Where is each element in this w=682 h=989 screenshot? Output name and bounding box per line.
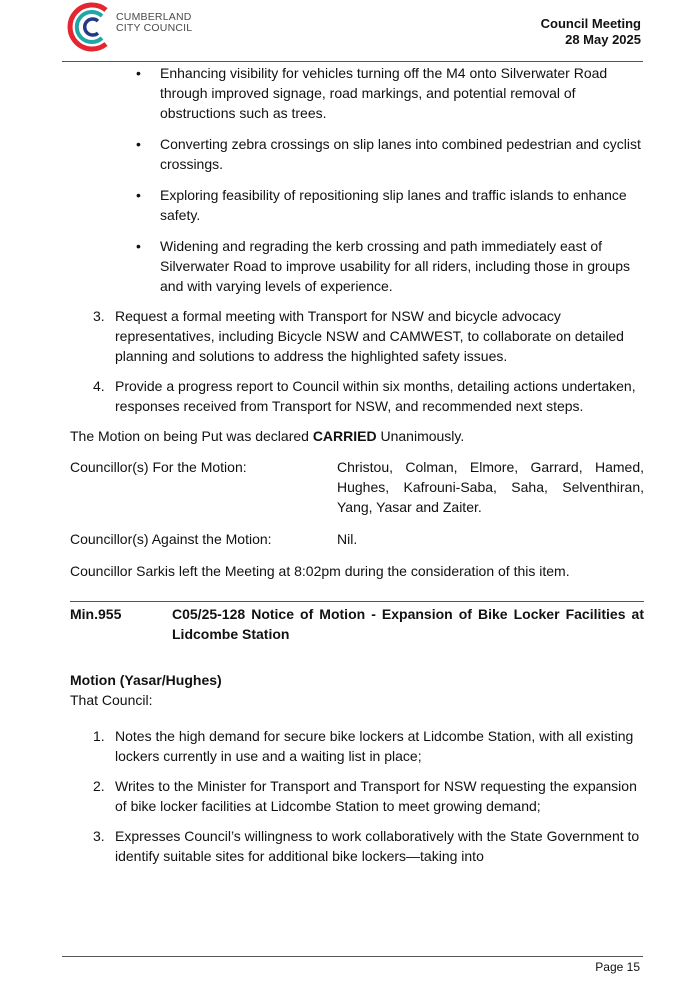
item-text: Provide a progress report to Council within six months, detailing actions undertaken, responses received from Transport for NSW, and recommended next steps. [115,378,636,414]
minute-number: Min.955 [70,606,122,622]
list-item [70,236,644,296]
meeting-title: Council Meeting [540,16,641,31]
cumberland-logo-icon [66,0,114,54]
bullet-text: Widening and regrading the kerb crossing and path immediately east of Silverwater Road to improve usability for all riders, including those in groups and with varying levels of experience. [160,238,630,294]
motion-heading: Motion (Yasar/Hughes) [70,672,222,688]
list-item [70,376,644,416]
item-number: 3. [93,308,105,324]
result-prefix: The Motion on being Put was declared [70,428,313,444]
item-number: 2. [93,778,105,794]
document-body [70,62,644,866]
bullet-text: Enhancing visibility for vehicles turning off the M4 onto Silverwater Road through improved signage, road markings, and potential removal of obstructions such as trees. [160,65,608,121]
bullet-text: Converting zebra crossings on slip lanes into combined pedestrian and cyclist crossings. [160,136,641,172]
bullet-text: Exploring feasibility of repositioning slip lanes and traffic islands to enhance safety. [160,187,627,223]
list-item [70,726,644,766]
item-number: 4. [93,378,105,394]
section-divider [70,601,644,602]
item-number: 3. [93,828,105,844]
bullet-icon: • [136,187,141,203]
motion-result [70,426,644,446]
org-line-2: CITY COUNCIL [116,22,193,34]
list-item [70,63,644,123]
list-item [70,185,644,225]
footer-divider [62,956,643,957]
list-item [70,306,644,366]
minute-heading [70,604,644,644]
departure-note: Councillor Sarkis left the Meeting at 8:02pm during the consideration of this item. [70,563,570,579]
result-suffix: Unanimously. [376,428,465,444]
org-line-1: CUMBERLAND [116,11,192,23]
votes-for [70,457,644,517]
minute-title: C05/25-128 Notice of Motion - Expansion of Bike Locker Facilities at Lidcombe Station [172,606,644,642]
votes-for-label: Councillor(s) For the Motion: [70,459,247,475]
item-text: Writes to the Minister for Transport and Transport for NSW requesting the expansion of bike locker facilities at Lidcombe Station to meet growing demand; [115,778,637,814]
bullet-icon: • [136,136,141,152]
result-status: CARRIED [312,428,377,444]
meeting-date: 28 May 2025 [565,32,641,47]
organization-name [116,12,192,34]
item-number: 1. [93,728,105,744]
votes-for-names: Christou, Colman, Elmore, Garrard, Hamed, Hughes, Kafrouni-Saba, Saha, Selventhiran, Yang, Yasar and Zaiter. [337,459,644,515]
item-text: Request a formal meeting with Transport for NSW and bicycle advocacy representatives, including Bicycle NSW and CAMWEST, to collaborate on detailed planning and solutions to address the highlighted safety issues. [115,308,624,364]
motion-intro: That Council: [70,692,153,708]
votes-against-label: Councillor(s) Against the Motion: [70,531,272,547]
bullet-icon: • [136,65,141,81]
meeting-info [541,16,641,48]
list-item [70,826,644,866]
list-item [70,776,644,816]
page-number: Page 15 [595,960,640,974]
votes-against [70,529,644,549]
votes-against-names: Nil. [337,531,358,547]
item-text: Notes the high demand for secure bike lockers at Lidcombe Station, with all existing lockers currently in use and a waiting list in place; [115,728,634,764]
list-item [70,134,644,174]
item-text: Expresses Council’s willingness to work collaboratively with the State Government to identify suitable sites for additional bike lockers—taking into [115,828,640,864]
bullet-icon: • [136,238,141,254]
page-header [0,0,682,62]
